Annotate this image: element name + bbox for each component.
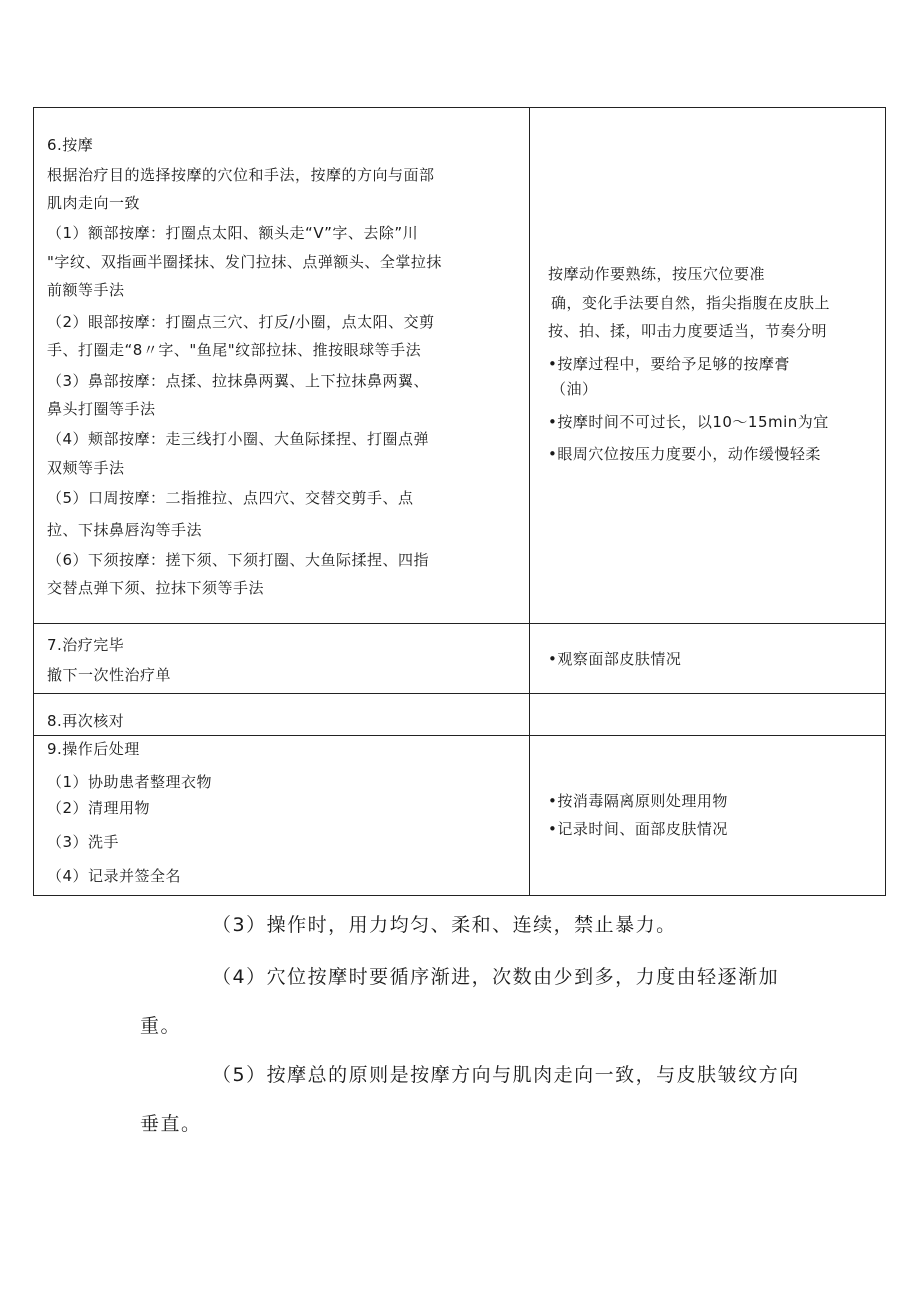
note-text: 按摩动作要熟练，按压穴位要准 <box>548 265 766 283</box>
body-paragraph: 重。 <box>140 1015 182 1037</box>
step-text: （5）口周按摩：二指推拉、点四穴、交替交剪手、点 <box>47 489 414 507</box>
body-paragraph: （4）穴位按摩时要循序渐进，次数由少到多，力度由轻逐渐加 <box>212 966 780 988</box>
note-text: •按消毒隔离原则处理用物 <box>548 792 728 810</box>
body-paragraph: 垂直。 <box>140 1113 202 1135</box>
step-text: （3）鼻部按摩：点揉、拉抹鼻两翼、上下拉抹鼻两翼、 <box>47 372 430 390</box>
step-text: 撤下一次性治疗单 <box>47 666 172 684</box>
note-text: •按摩时间不可过长，以10～15min为宜 <box>548 413 829 431</box>
step-title: 7.治疗完毕 <box>47 636 125 654</box>
step-text: （1）额部按摩：打圈点太阳、额头走“V”字、去除”川 <box>47 224 419 242</box>
table-border-bottom <box>33 895 886 896</box>
body-paragraph: （5）按摩总的原则是按摩方向与肌肉走向一致，与皮肤皱纹方向 <box>212 1064 800 1086</box>
step-text: （4）颊部按摩：走三线打小圈、大鱼际揉捏、打圈点弹 <box>47 430 430 448</box>
step-text: （2）清理用物 <box>47 799 151 817</box>
step-text: 根据治疗目的选择按摩的穴位和手法，按摩的方向与面部 <box>47 166 435 184</box>
step-title: 8.再次核对 <box>47 712 125 730</box>
step-title: 9.操作后处理 <box>47 740 140 758</box>
step-text: 拉、下抹鼻唇沟等手法 <box>47 521 203 539</box>
step-text: （4）记录并签全名 <box>47 867 182 885</box>
step-text: 肌肉走向一致 <box>47 194 141 212</box>
table-border-left <box>33 107 34 896</box>
column-divider <box>529 107 530 896</box>
step-text: （3）洗手 <box>47 833 120 851</box>
note-text: （油） <box>551 380 598 398</box>
procedure-table <box>33 107 886 896</box>
step-text: 手、打圈走“8〃字、"鱼尾"纹部拉抹、推按眼球等手法 <box>47 341 422 359</box>
step-text: 鼻头打圈等手法 <box>47 400 156 418</box>
note-text: 按、拍、揉，叩击力度要适当，节奏分明 <box>548 322 828 340</box>
note-text: •按摩过程中，要给予足够的按摩膏 <box>548 355 790 373</box>
step-text: （2）眼部按摩：打圈点三穴、打反/小圈，点太阳、交剪 <box>47 313 435 331</box>
body-paragraph: （3）操作时，用力均匀、柔和、连续，禁止暴力。 <box>212 914 677 936</box>
note-text: •眼周穴位按压力度要小，动作缓慢轻柔 <box>548 445 821 463</box>
step-text: 前额等手法 <box>47 281 125 299</box>
note-text: •记录时间、面部皮肤情况 <box>548 820 728 838</box>
step-title: 6.按摩 <box>47 136 94 154</box>
table-border-right <box>885 107 886 896</box>
table-border-top <box>33 107 886 108</box>
step-text: 双颊等手法 <box>47 459 125 477</box>
note-text: 确，变化手法要自然，指尖指腹在皮肤上 <box>551 294 831 312</box>
row-divider <box>33 693 886 694</box>
step-text: （6）下须按摩：搓下须、下须打圈、大鱼际揉捏、四指 <box>47 551 430 569</box>
step-text: 交替点弹下须、拉抹下须等手法 <box>47 579 265 597</box>
row-divider <box>33 623 886 624</box>
step-text: "字纹、双指画半圈揉抹、发门拉抹、点弹额头、全掌拉抹 <box>47 253 442 271</box>
row-divider <box>33 735 886 736</box>
step-text: （1）协助患者整理衣物 <box>47 773 213 791</box>
note-text: •观察面部皮肤情况 <box>548 650 682 668</box>
